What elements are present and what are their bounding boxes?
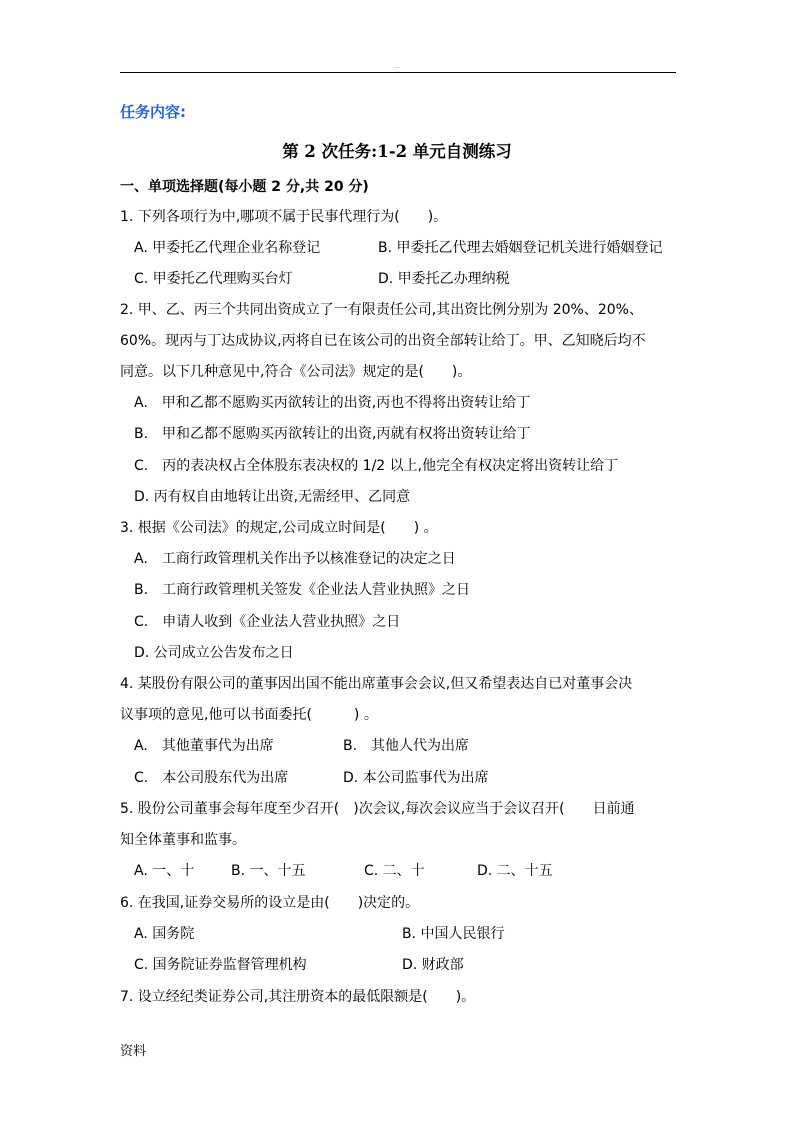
question-5-option-b: B. 一、十五 [231, 863, 306, 879]
question-1-option-a: A. 甲委托乙代理企业名称登记 [134, 240, 321, 256]
question-5-option-d: D. 二、十五 [477, 863, 553, 879]
question-6-option-b: B. 中国人民银行 [402, 926, 505, 942]
question-1-option-c: C. 甲委托乙代理购买台灯 [134, 271, 293, 287]
question-7-line-1: 7. 设立经纪类证券公司,其注册资本的最低限额是( )。 [120, 989, 476, 1005]
question-4-option-d: D. 本公司监事代为出席 [343, 770, 489, 786]
section-heading: 一、单项选择题(每小题 2 分,共 20 分) [120, 179, 369, 195]
question-5-option-c: C. 二、十 [364, 863, 425, 879]
question-2-line-3: 同意。以下几种意见中,符合《公司法》规定的是( )。 [120, 364, 472, 380]
question-3-line-1: 3. 根据《公司法》的规定,公司成立时间是( ) 。 [120, 520, 438, 536]
question-4-option-c: C. 本公司股东代为出席 [134, 770, 289, 786]
task-label: 任务内容: [120, 103, 186, 121]
question-4-option-a: A. 其他董事代为出席 [134, 738, 274, 754]
question-3-option-d: D. 公司成立公告发布之日 [134, 645, 294, 661]
question-2-line-1: 2. 甲、乙、丙三个共同出资成立了一有限责任公司,其出资比例分别为 20%、20%、 [120, 302, 643, 318]
question-4-line-2: 议事项的意见,他可以书面委托( ) 。 [120, 707, 378, 723]
question-3-option-a: A. 工商行政管理机关作出予以核准登记的决定之日 [134, 551, 456, 567]
question-6-option-a: A. 国务院 [134, 926, 195, 942]
question-4-line-1: 4. 某股份有限公司的董事因出国不能出席董事会会议,但又希望表达自已对董事会决 [120, 676, 633, 692]
header-mark: .. [394, 62, 400, 70]
question-1-line-1: 1. 下列各项行为中,哪项不属于民事代理行为( )。 [120, 209, 448, 225]
question-5-option-a: A. 一、十 [134, 863, 195, 879]
question-2-line-2: 60%。现丙与丁达成协议,丙将自已在该公司的出资全部转让给丁。甲、乙知晓后均不 [120, 333, 646, 349]
question-2-option-b: B. 甲和乙都不愿购买丙欲转让的出资,丙就有权将出资转让给丁 [134, 426, 531, 442]
question-6-option-d: D. 财政部 [402, 957, 464, 973]
question-6-line-1: 6. 在我国,证券交易所的设立是由( )决定的。 [120, 895, 420, 911]
question-2-option-c: C. 丙的表决权占全体股东表决权的 1/2 以上,他完全有权决定将出资转让给丁 [134, 458, 619, 474]
question-5-line-1: 5. 股份公司董事会每年度至少召开( )次会议,每次会议应当于会议召开( 日前通 [120, 801, 635, 817]
question-2-option-a: A. 甲和乙都不愿购买丙欲转让的出资,丙也不得将出资转让给丁 [134, 395, 531, 411]
question-1-option-d: D. 甲委托乙办理纳税 [378, 271, 510, 287]
page-footer: 资料 [120, 1044, 147, 1059]
question-1-option-b: B. 甲委托乙代理去婚姻登记机关进行婚姻登记 [378, 240, 663, 256]
question-2-option-d: D. 丙有权自由地转让出资,无需经甲、乙同意 [134, 489, 411, 505]
question-5-line-2: 知全体董事和监事。 [120, 832, 246, 848]
question-6-option-c: C. 国务院证券监督管理机构 [134, 957, 307, 973]
page-title: 第 2 次任务:1-2 单元自测练习 [282, 142, 512, 161]
question-3-option-c: C. 申请人收到《企业法人营业执照》之日 [134, 614, 401, 630]
question-4-option-b: B. 其他人代为出席 [343, 738, 470, 754]
question-3-option-b: B. 工商行政管理机关签发《企业法人营业执照》之日 [134, 582, 471, 598]
header-rule [120, 72, 676, 73]
